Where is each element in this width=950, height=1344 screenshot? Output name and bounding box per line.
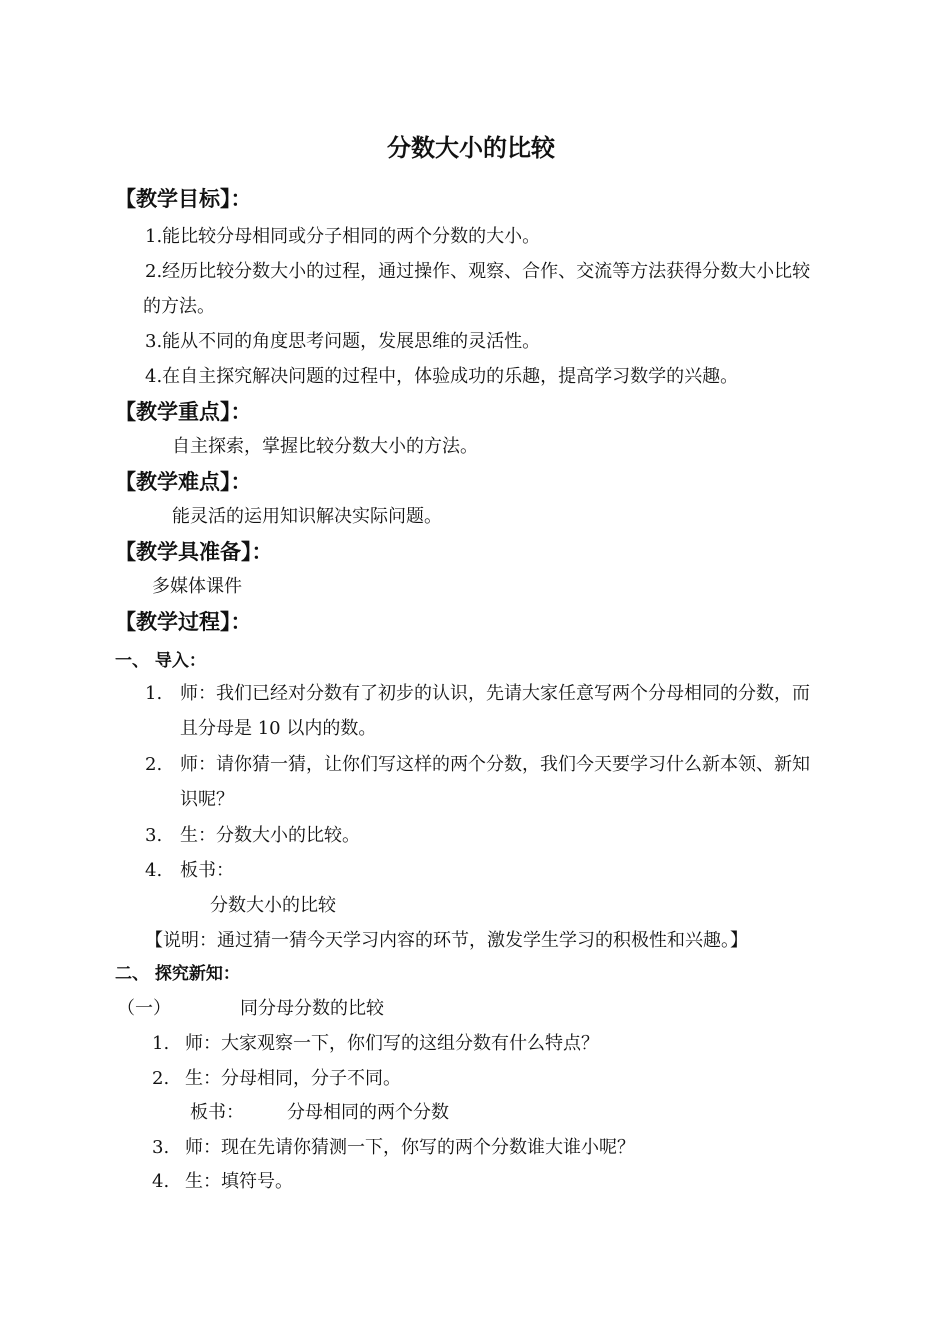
key-point-heading: 【教学重点】：: [115, 400, 252, 424]
objective-item: 4.在自主探究解决问题的过程中，体验成功的乐趣，提高学习数学的兴趣。: [145, 366, 739, 387]
list-item-number: 2.: [145, 754, 163, 775]
section-explore-heading: 二、 探究新知：: [115, 964, 240, 984]
board-label: 板书：: [190, 1102, 244, 1123]
objective-item: 2.经历比较分数大小的过程，通过操作、观察、合作、交流等方法获得分数大小比较: [145, 261, 811, 282]
list-item-text: 生：分数大小的比较。: [180, 825, 360, 846]
list-item-text: 师：我们已经对分数有了初步的认识，先请大家任意写两个分母相同的分数，而: [180, 683, 810, 704]
subsection-title: 同分母分数的比较: [240, 998, 384, 1019]
board-text: 分数大小的比较: [210, 895, 336, 916]
objective-item: 1.能比较分母相同或分子相同的两个分数的大小。: [145, 226, 541, 247]
key-point-text: 自主探索，掌握比较分数大小的方法。: [172, 436, 478, 457]
list-item-continuation: 识呢？: [180, 789, 234, 810]
materials-text: 多媒体课件: [152, 576, 242, 597]
objective-item-continuation: 的方法。: [143, 296, 215, 317]
list-item-number: 1.: [152, 1033, 170, 1054]
list-item-text: 师：大家观察一下，你们写的这组分数有什么特点？: [185, 1033, 599, 1054]
section-intro-heading: 一、 导入：: [115, 651, 206, 671]
materials-heading: 【教学具准备】：: [115, 540, 273, 564]
list-item-text: 板书：: [180, 860, 234, 881]
objective-item: 3.能从不同的角度思考问题，发展思维的灵活性。: [145, 331, 541, 352]
difficulty-text: 能灵活的运用知识解决实际问题。: [172, 506, 442, 527]
note-text: 【说明：通过猜一猜今天学习内容的环节，激发学生学习的积极性和兴趣。】: [145, 930, 748, 951]
list-item-text: 生：填符号。: [185, 1171, 293, 1192]
list-item-continuation: 且分母是 10 以内的数。: [180, 718, 377, 739]
list-item-number: 1.: [145, 683, 163, 704]
list-item-number: 2.: [152, 1068, 170, 1089]
list-item-number: 4.: [145, 860, 163, 881]
objectives-heading: 【教学目标】：: [115, 187, 252, 211]
list-item-text: 生：分母相同，分子不同。: [185, 1068, 401, 1089]
page-title: 分数大小的比较: [387, 134, 555, 162]
process-heading: 【教学过程】：: [115, 610, 252, 634]
difficulty-heading: 【教学难点】：: [115, 470, 252, 494]
list-item-number: 3.: [145, 825, 163, 846]
board-text: 分母相同的两个分数: [287, 1102, 449, 1123]
list-item-number: 4.: [152, 1171, 170, 1192]
list-item-text: 师：请你猜一猜，让你们写这样的两个分数，我们今天要学习什么新本领、新知: [180, 754, 810, 775]
subsection-label: （一）: [117, 998, 171, 1019]
list-item-text: 师：现在先请你猜测一下，你写的两个分数谁大谁小呢？: [185, 1137, 635, 1158]
list-item-number: 3.: [152, 1137, 170, 1158]
